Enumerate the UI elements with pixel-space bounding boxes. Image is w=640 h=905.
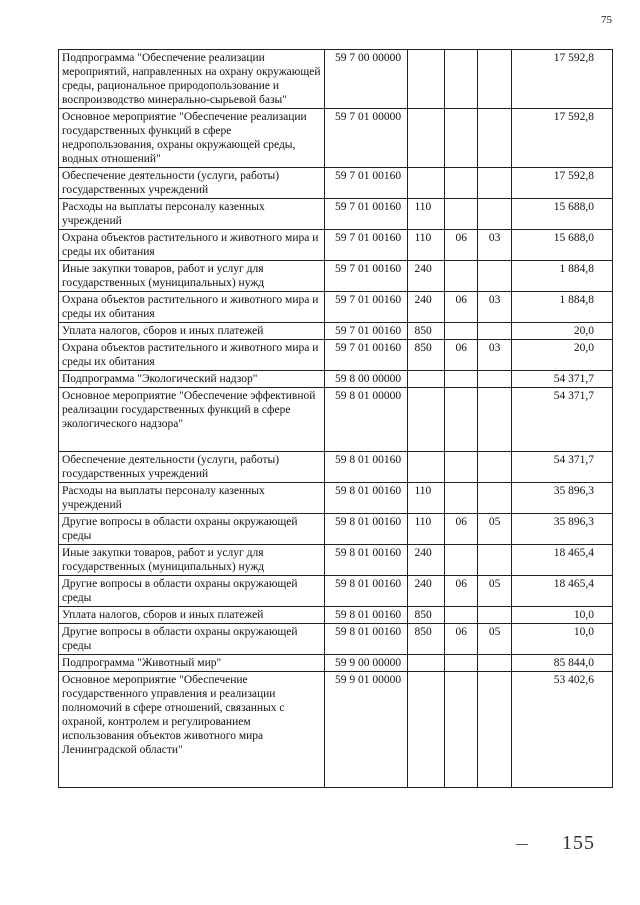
row-target-code: 59 7 00 00000 [325, 50, 408, 109]
row-subsection [478, 199, 511, 230]
row-target-code: 59 8 01 00000 [325, 388, 408, 452]
row-amount: 53 402,6 [511, 672, 612, 788]
table-row [59, 323, 613, 340]
row-expense-type [408, 452, 445, 483]
row-subsection [478, 323, 511, 340]
row-name: Иные закупки товаров, работ и услуг для государственных (муниципальных) нужд [59, 261, 325, 292]
table-row [59, 624, 613, 655]
row-subsection [478, 655, 511, 672]
table-row [59, 483, 613, 514]
row-target-code: 59 8 01 00160 [325, 452, 408, 483]
row-section [445, 261, 478, 292]
table-row [59, 607, 613, 624]
row-name: Обеспечение деятельности (услуги, работы) государственных учреждений [59, 168, 325, 199]
table-row [59, 199, 613, 230]
row-target-code: 59 8 01 00160 [325, 624, 408, 655]
row-target-code: 59 7 01 00160 [325, 323, 408, 340]
row-expense-type: 240 [408, 576, 445, 607]
table-row [59, 109, 613, 168]
table-row [59, 514, 613, 545]
row-section: 06 [445, 230, 478, 261]
row-expense-type: 850 [408, 624, 445, 655]
row-section [445, 50, 478, 109]
table-row [59, 371, 613, 388]
row-name: Основное мероприятие "Обеспечение реализации государственных функций в сфере недропользования, охраны окружающей среды, водных отношений" [59, 109, 325, 168]
row-subsection: 03 [478, 292, 511, 323]
row-name: Подпрограмма "Животный мир" [59, 655, 325, 672]
row-section [445, 199, 478, 230]
row-target-code: 59 8 01 00160 [325, 483, 408, 514]
row-expense-type [408, 371, 445, 388]
row-name: Основное мероприятие "Обеспечение государственного управления и реализации полномочий в сфере отношений, связанных с охраной, контролем и регулированием использования объектов животного мира Ленинградской области" [59, 672, 325, 788]
table-row [59, 672, 613, 788]
row-expense-type: 110 [408, 483, 445, 514]
table-row [59, 168, 613, 199]
row-section [445, 109, 478, 168]
row-subsection [478, 545, 511, 576]
row-section [445, 483, 478, 514]
row-expense-type: 110 [408, 514, 445, 545]
row-amount: 15 688,0 [511, 199, 612, 230]
row-amount: 1 884,8 [511, 292, 612, 323]
row-amount: 54 371,7 [511, 452, 612, 483]
table-row [59, 340, 613, 371]
table-row [59, 230, 613, 261]
row-subsection: 05 [478, 514, 511, 545]
row-section: 06 [445, 292, 478, 323]
row-name: Иные закупки товаров, работ и услуг для государственных (муниципальных) нужд [59, 545, 325, 576]
row-section [445, 388, 478, 452]
row-amount: 54 371,7 [511, 371, 612, 388]
table-row [59, 50, 613, 109]
page-number: 75 [601, 14, 612, 26]
row-subsection [478, 261, 511, 292]
table-row [59, 576, 613, 607]
row-expense-type [408, 655, 445, 672]
row-amount: 35 896,3 [511, 483, 612, 514]
row-expense-type: 240 [408, 261, 445, 292]
row-expense-type [408, 388, 445, 452]
row-subsection [478, 168, 511, 199]
table-row [59, 545, 613, 576]
table-row [59, 452, 613, 483]
row-target-code: 59 8 01 00160 [325, 514, 408, 545]
row-subsection [478, 388, 511, 452]
row-target-code: 59 7 01 00160 [325, 230, 408, 261]
row-target-code: 59 9 01 00000 [325, 672, 408, 788]
row-amount: 18 465,4 [511, 576, 612, 607]
row-section [445, 672, 478, 788]
row-target-code: 59 7 01 00000 [325, 109, 408, 168]
row-name: Уплата налогов, сборов и иных платежей [59, 607, 325, 624]
row-name: Другие вопросы в области охраны окружающей среды [59, 624, 325, 655]
row-name: Обеспечение деятельности (услуги, работы) государственных учреждений [59, 452, 325, 483]
row-expense-type: 850 [408, 323, 445, 340]
row-name: Уплата налогов, сборов и иных платежей [59, 323, 325, 340]
row-section [445, 323, 478, 340]
row-name: Подпрограмма "Экологический надзор" [59, 371, 325, 388]
row-subsection: 03 [478, 230, 511, 261]
table-row [59, 655, 613, 672]
row-target-code: 59 7 01 00160 [325, 292, 408, 323]
row-amount: 17 592,8 [511, 109, 612, 168]
row-subsection [478, 672, 511, 788]
row-section: 06 [445, 514, 478, 545]
row-amount: 10,0 [511, 624, 612, 655]
row-expense-type: 240 [408, 545, 445, 576]
row-amount: 85 844,0 [511, 655, 612, 672]
row-target-code: 59 7 01 00160 [325, 168, 408, 199]
row-amount: 10,0 [511, 607, 612, 624]
row-section [445, 655, 478, 672]
row-target-code: 59 8 01 00160 [325, 545, 408, 576]
row-section [445, 168, 478, 199]
budget-table-body [59, 50, 613, 788]
row-subsection [478, 371, 511, 388]
row-name: Другие вопросы в области охраны окружающей среды [59, 514, 325, 545]
row-subsection [478, 607, 511, 624]
row-amount: 54 371,7 [511, 388, 612, 452]
row-section [445, 371, 478, 388]
row-target-code: 59 7 01 00160 [325, 199, 408, 230]
row-section [445, 545, 478, 576]
table-row [59, 388, 613, 452]
row-subsection: 05 [478, 624, 511, 655]
row-target-code: 59 7 01 00160 [325, 261, 408, 292]
row-expense-type [408, 109, 445, 168]
table-row [59, 261, 613, 292]
row-name: Расходы на выплаты персоналу казенных учреждений [59, 483, 325, 514]
row-target-code: 59 8 00 00000 [325, 371, 408, 388]
row-name: Охрана объектов растительного и животного мира и среды их обитания [59, 230, 325, 261]
table-row [59, 292, 613, 323]
row-name: Другие вопросы в области охраны окружающей среды [59, 576, 325, 607]
row-expense-type: 240 [408, 292, 445, 323]
row-amount: 20,0 [511, 340, 612, 371]
row-amount: 1 884,8 [511, 261, 612, 292]
row-target-code: 59 7 01 00160 [325, 340, 408, 371]
row-subsection [478, 452, 511, 483]
row-amount: 20,0 [511, 323, 612, 340]
row-amount: 18 465,4 [511, 545, 612, 576]
row-subsection [478, 109, 511, 168]
row-subsection: 05 [478, 576, 511, 607]
row-amount: 15 688,0 [511, 230, 612, 261]
row-section: 06 [445, 576, 478, 607]
row-name: Подпрограмма "Обеспечение реализации мероприятий, направленных на охрану окружающей среды, рациональное природопользование и воспроизводство минерально-сырьевой базы" [59, 50, 325, 109]
row-subsection [478, 50, 511, 109]
row-target-code: 59 9 00 00000 [325, 655, 408, 672]
row-name: Основное мероприятие "Обеспечение эффективной реализации государственных функций в сфере экологического надзора" [59, 388, 325, 452]
row-subsection [478, 483, 511, 514]
dash-mark [516, 844, 528, 845]
row-expense-type: 110 [408, 230, 445, 261]
row-target-code: 59 8 01 00160 [325, 576, 408, 607]
row-section [445, 607, 478, 624]
row-expense-type: 850 [408, 340, 445, 371]
row-expense-type [408, 168, 445, 199]
row-section: 06 [445, 340, 478, 371]
row-expense-type: 850 [408, 607, 445, 624]
row-amount: 35 896,3 [511, 514, 612, 545]
row-expense-type [408, 672, 445, 788]
row-amount: 17 592,8 [511, 168, 612, 199]
row-name: Расходы на выплаты персоналу казенных учреждений [59, 199, 325, 230]
row-subsection: 03 [478, 340, 511, 371]
row-amount: 17 592,8 [511, 50, 612, 109]
row-section [445, 452, 478, 483]
row-section: 06 [445, 624, 478, 655]
sheet-number-stamp: 155 [562, 832, 595, 854]
row-name: Охрана объектов растительного и животного мира и среды их обитания [59, 292, 325, 323]
row-target-code: 59 8 01 00160 [325, 607, 408, 624]
row-expense-type: 110 [408, 199, 445, 230]
budget-table [58, 49, 613, 788]
row-name: Охрана объектов растительного и животного мира и среды их обитания [59, 340, 325, 371]
row-expense-type [408, 50, 445, 109]
